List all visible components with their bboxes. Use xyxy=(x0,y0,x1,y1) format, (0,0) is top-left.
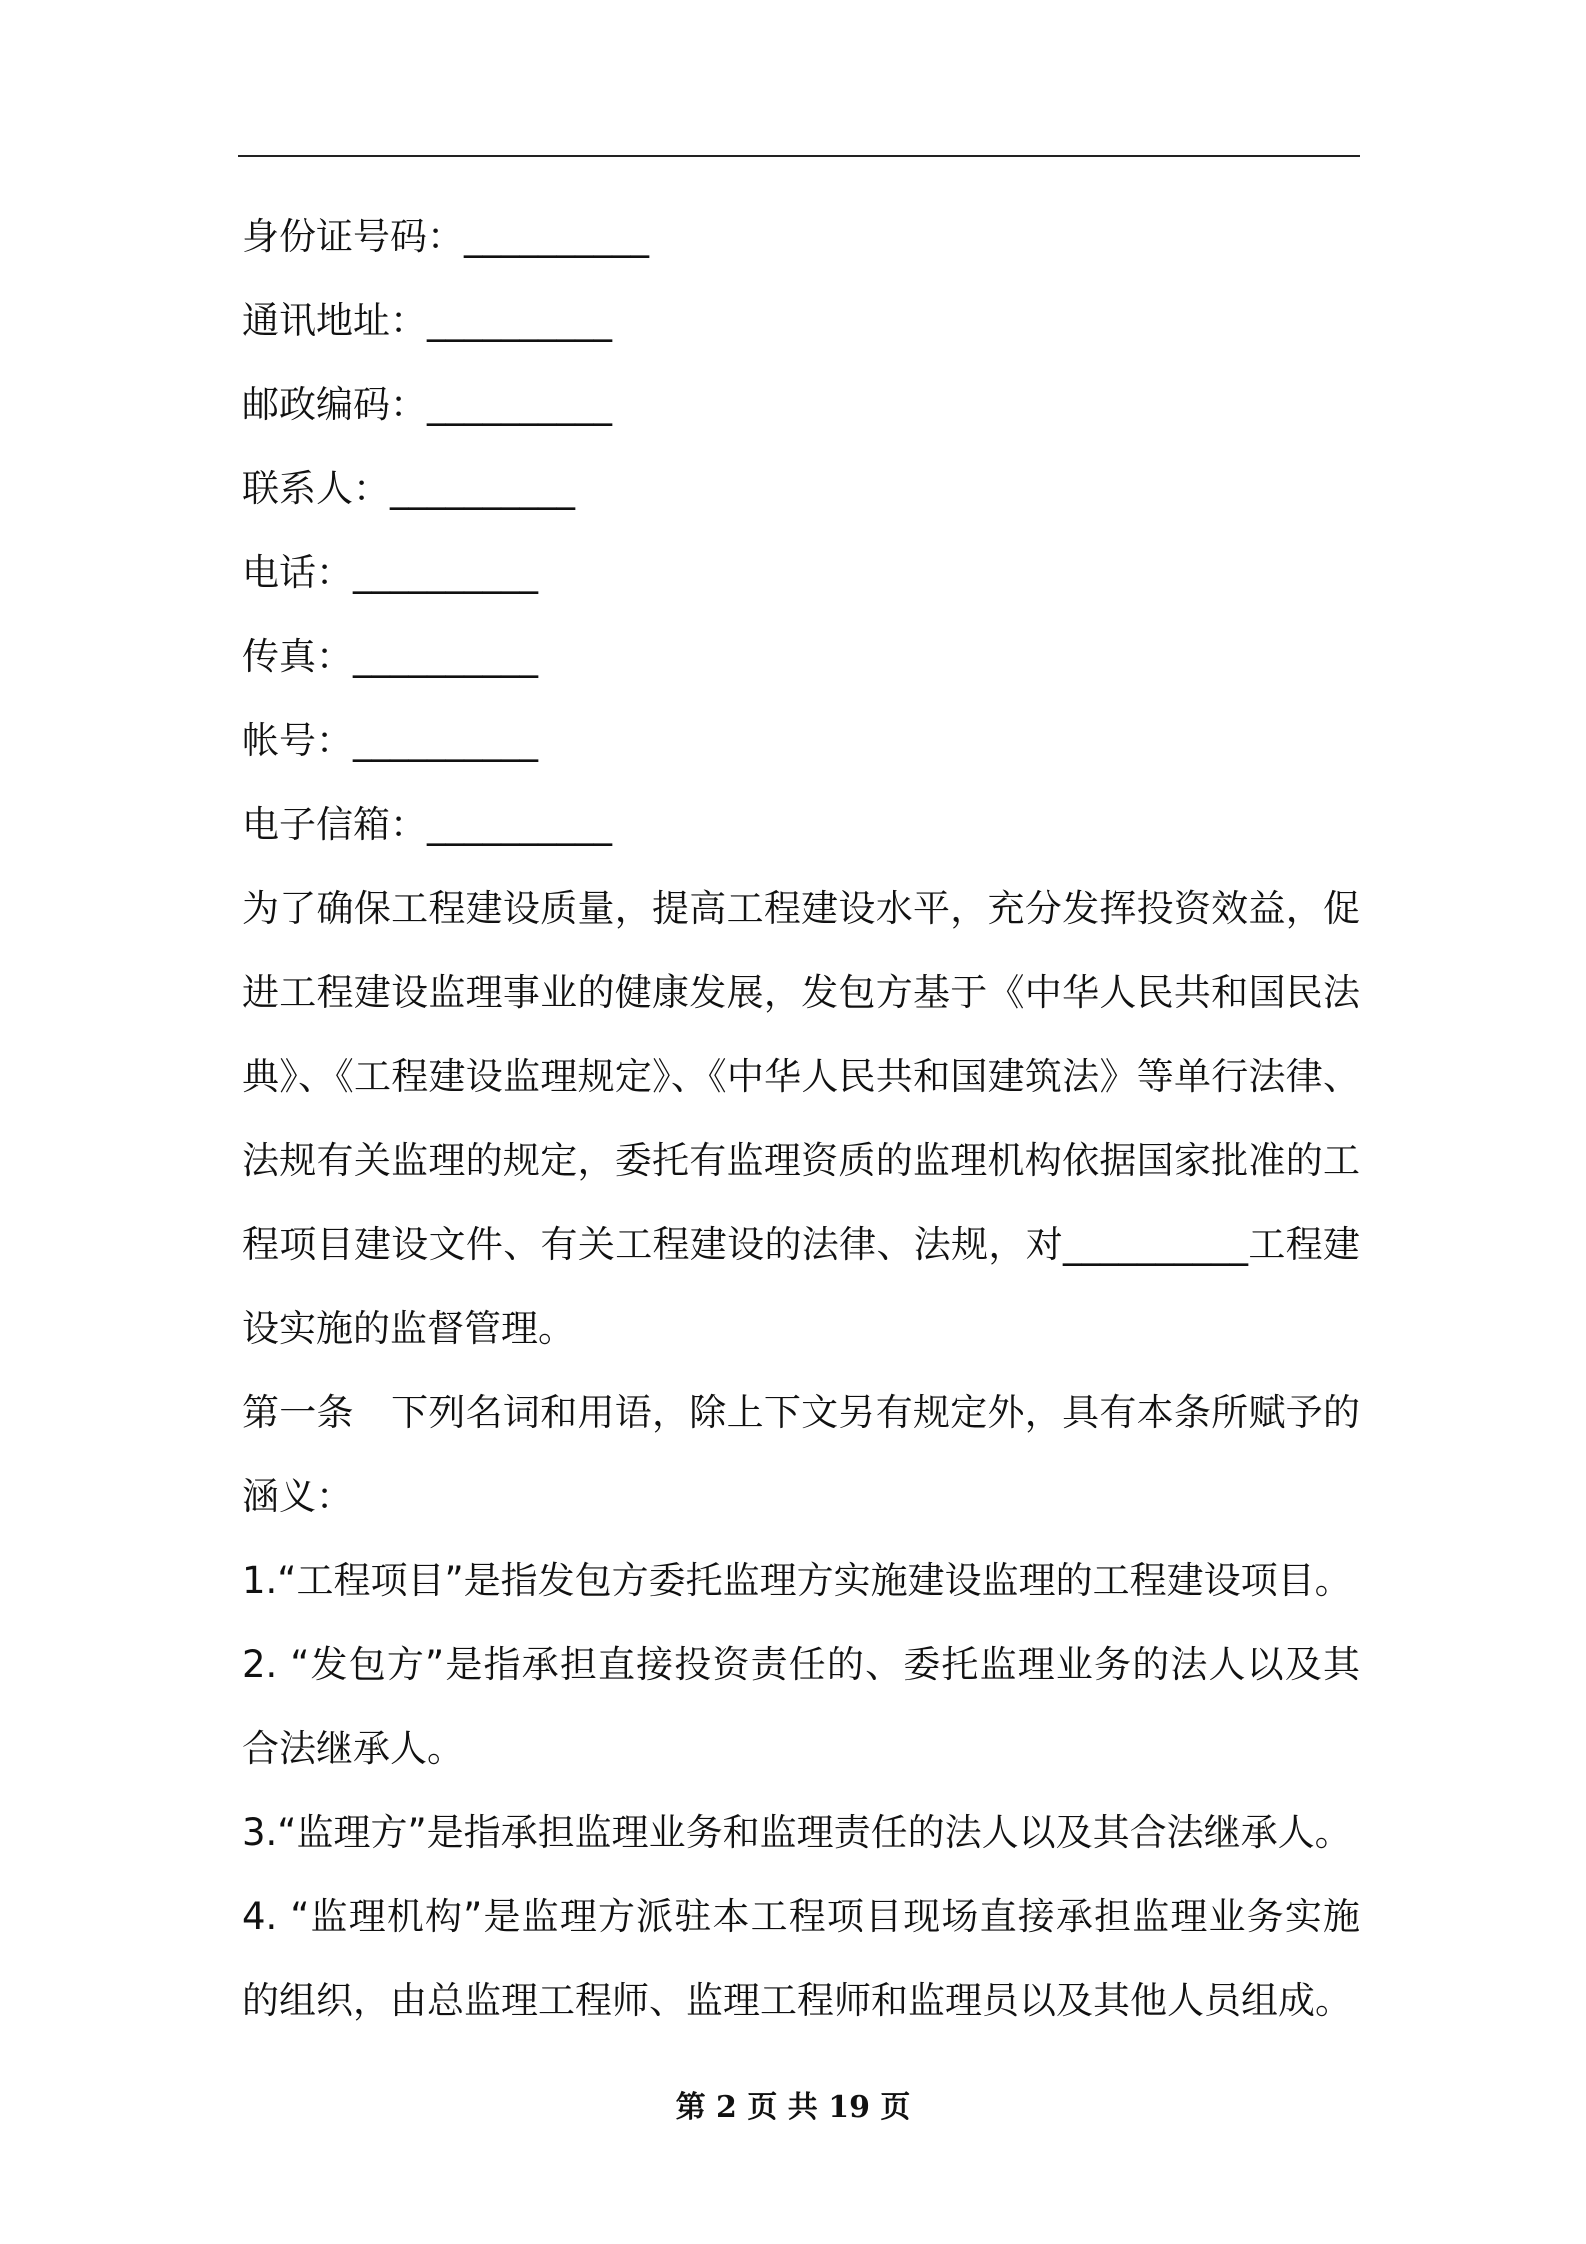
field-id-number: 身份证号码：__________ xyxy=(242,215,649,258)
field-phone: 电话：__________ xyxy=(242,551,538,594)
blank: __________ xyxy=(464,215,649,258)
blank: __________ xyxy=(353,719,538,762)
field-address: 通讯地址：__________ xyxy=(242,299,612,342)
definition-1: 1.“工程项目”是指发包方委托监理方实施建设监理的工程建设项目。 xyxy=(242,1559,1352,1602)
blank: __________ xyxy=(390,467,575,510)
blank: __________ xyxy=(427,383,612,426)
field-fax: 传真：__________ xyxy=(242,635,538,678)
page-number: 第 2 页 共 19 页 xyxy=(675,2090,911,2125)
field-postcode: 邮政编码：__________ xyxy=(242,383,612,426)
field-email: 电子信箱：__________ xyxy=(242,803,612,846)
header-rule xyxy=(238,155,1360,157)
blank: __________ xyxy=(427,299,612,342)
field-account: 帐号：__________ xyxy=(242,719,538,762)
blank: __________ xyxy=(353,635,538,678)
article-1: 第一条 下列名词和用语，除上下文另有规定外，具有本条所赋予的涵义： xyxy=(242,1391,1360,1518)
definition-3: 3.“监理方”是指承担监理业务和监理责任的法人以及其合法继承人。 xyxy=(242,1811,1352,1854)
blank: __________ xyxy=(427,803,612,846)
field-contact: 联系人：__________ xyxy=(242,467,575,510)
blank: __________ xyxy=(353,551,538,594)
document-body xyxy=(242,195,1360,2043)
definition-2: 2. “发包方”是指承担直接投资责任的、委托监理业务的法人以及其合法继承人。 xyxy=(242,1643,1360,1770)
definition-4: 4. “监理机构”是监理方派驻本工程项目现场直接承担监理业务实施的组织，由总监理工程师、监理工程师和监理员以及其他人员组成。 xyxy=(242,1895,1360,2022)
intro-paragraph: 为了确保工程建设质量，提高工程建设水平，充分发挥投资效益，促进工程建设监理事业的健康发展，发包方基于《中华人民共和国民法典》、《工程建设监理规定》、《中华人民共和国建筑法》等单行法律、法规有关监理的规定，委托有监理资质的监理机构依据国家批准的工程项目建设文件、有关工程建设的法律、法规，对__________工程建设实施的监督管理。 xyxy=(242,887,1360,1350)
